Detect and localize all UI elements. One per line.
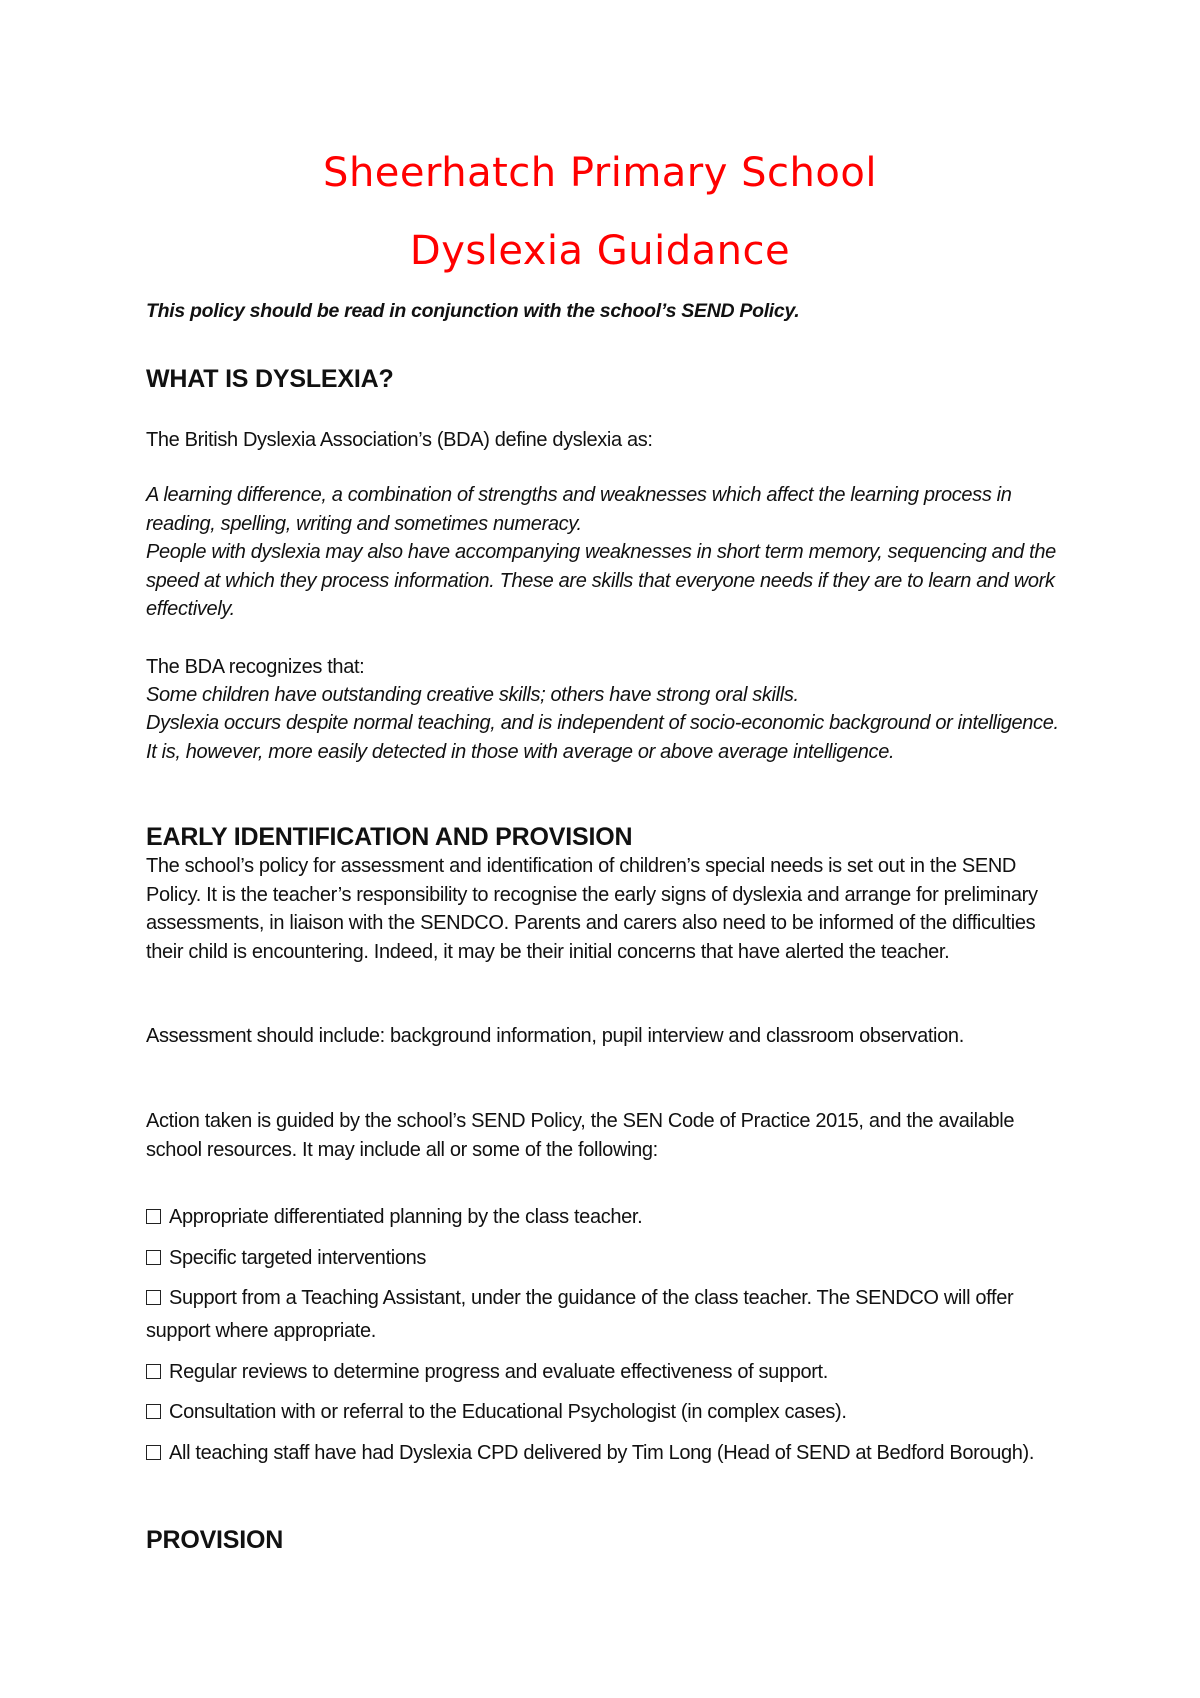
bda-recognizes-point-1: Some children have outstanding creative skills; others have strong oral skills. xyxy=(146,684,799,706)
checkbox-icon xyxy=(146,1404,161,1419)
checkbox-icon xyxy=(146,1209,161,1224)
checkbox-icon xyxy=(146,1364,161,1379)
checklist-item-text: Regular reviews to determine progress and evaluate effectiveness of support. xyxy=(169,1360,828,1383)
checklist-item xyxy=(146,1282,1066,1348)
bda-recognizes-point-2: Dyslexia occurs despite normal teaching, and is independent of socio-economic background or intelligence. It is, however, more easily detected in those with average or above average intelligence. xyxy=(146,712,1059,763)
assessment-paragraph: Assessment should include: background information, pupil interview and classroom observation. xyxy=(146,1025,964,1047)
action-paragraph: Action taken is guided by the school’s SEND Policy, the SEN Code of Practice 2015, and the available school resources. It may include all or some of the following: xyxy=(146,1110,1015,1161)
checklist-item-text: Specific targeted interventions xyxy=(169,1246,427,1269)
provision-checklist xyxy=(146,1201,1066,1477)
early-identification-paragraph: The school’s policy for assessment and identification of children’s special needs is set out in the SEND Policy. It is the teacher’s responsibility to recognise the early signs of dyslexia and arrange for preliminary assessments, in liaison with the SENDCO. Parents and carers also need to be informed of the difficulties their child is encountering. Indeed, it may be their initial concerns that have alerted the teacher. xyxy=(146,855,1038,963)
checklist-item-text: Consultation with or referral to the Educational Psychologist (in complex cases). xyxy=(169,1401,847,1423)
heading-provision: PROVISION xyxy=(146,1526,284,1554)
heading-early-identification: EARLY IDENTIFICATION AND PROVISION xyxy=(146,823,633,851)
checklist-item xyxy=(146,1242,1066,1275)
checkbox-icon xyxy=(146,1290,161,1305)
checklist-item xyxy=(146,1396,1066,1429)
checklist-item xyxy=(146,1437,1066,1470)
checkbox-icon xyxy=(146,1445,161,1460)
bda-intro-text: The British Dyslexia Association’s (BDA) define dyslexia as: xyxy=(146,429,653,451)
dyslexia-definition xyxy=(146,481,1066,624)
heading-what-is-dyslexia: WHAT IS DYSLEXIA? xyxy=(146,365,394,393)
document-title: Dyslexia Guidance xyxy=(409,228,791,274)
bda-recognizes-intro: The BDA recognizes that: xyxy=(146,656,365,678)
checklist-item-text: All teaching staff have had Dyslexia CPD delivered by Tim Long (Head of SEND at Bedford Borough). xyxy=(169,1441,1035,1464)
checkbox-icon xyxy=(146,1250,161,1265)
checklist-item xyxy=(146,1356,1066,1389)
definition-paragraph-2: People with dyslexia may also have accompanying weaknesses in short term memory, sequencing and the speed at which they process information. These are skills that everyone needs if they are to learn and work effectively. xyxy=(146,541,1056,620)
school-name-title: Sheerhatch Primary School xyxy=(323,150,877,196)
checklist-item xyxy=(146,1201,1066,1234)
checklist-item-text: Support from a Teaching Assistant, under the guidance of the class teacher. The SENDCO will offer support where appropriate. xyxy=(146,1287,1014,1342)
checklist-item-text: Appropriate differentiated planning by the class teacher. xyxy=(169,1206,643,1228)
definition-paragraph-1: A learning difference, a combination of strengths and weaknesses which affect the learning process in reading, spelling, writing and sometimes numeracy. xyxy=(146,484,1012,535)
intro-note: This policy should be read in conjunction with the school’s SEND Policy. xyxy=(146,300,800,322)
